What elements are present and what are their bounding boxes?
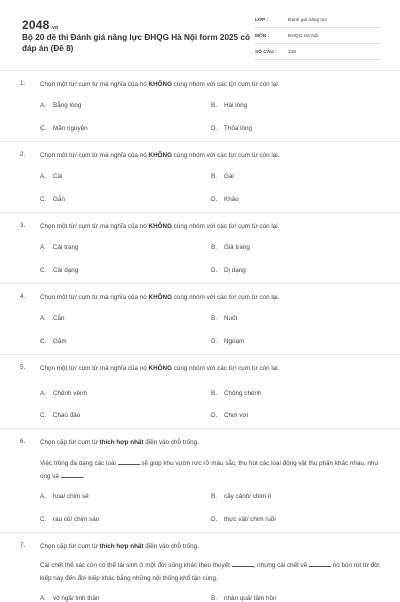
option-letter: B. bbox=[211, 244, 217, 251]
question-emphasis: KHÔNG bbox=[148, 365, 172, 372]
option-text: Chơi vơi bbox=[224, 412, 249, 419]
passage-text: Việc trồng đa dạng các loài bbox=[40, 460, 118, 467]
option-letter: D. bbox=[211, 125, 218, 132]
meta-value: Đánh giá năng lực bbox=[288, 18, 328, 23]
meta-divider bbox=[255, 27, 380, 28]
question-divider bbox=[0, 532, 400, 533]
option-a[interactable] bbox=[40, 595, 100, 602]
question-emphasis: thích hợp nhất bbox=[99, 439, 144, 446]
option-text: cây cảnh/ chim ri bbox=[224, 493, 272, 500]
option-text: Chông chênh bbox=[224, 390, 262, 397]
option-text: Gài bbox=[224, 173, 234, 180]
meta-value: 236 bbox=[288, 50, 297, 55]
meta-label: MÔN : bbox=[255, 34, 270, 39]
option-d[interactable] bbox=[211, 516, 276, 523]
option-text: Chao đảo bbox=[53, 412, 81, 419]
site-logo[interactable] bbox=[22, 18, 58, 32]
document-header bbox=[22, 14, 382, 60]
option-letter: D. bbox=[211, 267, 218, 274]
option-c[interactable] bbox=[40, 267, 78, 274]
option-c[interactable] bbox=[40, 516, 99, 523]
question-prompt-end: điền vào chỗ trống. bbox=[143, 543, 199, 550]
question-prompt: Chọn cặp từ/ cụm từ bbox=[40, 543, 100, 550]
option-text: nhân quả/ tâm hồn bbox=[224, 595, 277, 602]
meta-value: ĐHQG Hà Nội bbox=[288, 34, 319, 39]
question-prompt-end: cùng nhóm với các từ/ cụm từ còn lại. bbox=[172, 223, 280, 230]
option-letter: C. bbox=[40, 412, 47, 419]
passage-text: Cái chết thể xác còn có thể tái sinh ở một đời sống khác theo thuyết bbox=[40, 562, 232, 569]
question-prompt-end: cùng nhóm với các từ/ cụm từ còn lại. bbox=[172, 81, 280, 88]
question-emphasis: thích hợp nhất bbox=[99, 543, 144, 550]
option-letter: B. bbox=[211, 315, 217, 322]
option-text: Gặm bbox=[53, 338, 67, 345]
question-divider bbox=[0, 428, 400, 429]
option-letter: C. bbox=[40, 338, 47, 345]
option-text: Cắn bbox=[53, 315, 65, 322]
question-divider bbox=[0, 354, 400, 355]
option-c[interactable] bbox=[40, 412, 80, 419]
option-text: Nuốt bbox=[224, 315, 238, 322]
option-d[interactable] bbox=[211, 267, 246, 274]
option-letter: A. bbox=[40, 493, 46, 500]
option-b[interactable] bbox=[211, 595, 277, 602]
question-prompt: Chọn một từ/ cụm từ mà nghĩa của nó bbox=[40, 365, 149, 372]
option-letter: C. bbox=[40, 267, 47, 274]
question-number: 1. bbox=[20, 80, 26, 87]
answer-blank bbox=[232, 560, 254, 567]
option-text: Bằng lòng bbox=[53, 102, 82, 109]
option-a[interactable] bbox=[40, 390, 87, 397]
question-prompt: Chọn cặp từ/ cụm từ bbox=[40, 439, 100, 446]
meta-label: LỚP : bbox=[255, 18, 269, 23]
question-divider bbox=[0, 141, 400, 142]
document-title: Bộ 20 đề thi Đánh giá năng lực ĐHQG Hà Nội form 2025 có đáp án (Đề 8) bbox=[22, 33, 250, 53]
option-text: Khâu bbox=[224, 196, 239, 203]
option-letter: A. bbox=[40, 244, 46, 251]
question-text bbox=[40, 364, 380, 373]
option-text: Chênh vênh bbox=[53, 390, 87, 397]
question-passage bbox=[40, 457, 380, 483]
logo-text: 2048 bbox=[22, 18, 50, 32]
option-letter: D. bbox=[211, 196, 218, 203]
option-c[interactable] bbox=[40, 338, 67, 345]
option-b[interactable] bbox=[211, 315, 237, 322]
option-letter: A. bbox=[40, 595, 46, 602]
option-text: Cải dạng bbox=[53, 267, 79, 274]
meta-divider bbox=[255, 59, 380, 60]
passage-text: nó bòn rút từ đời kiếp này đến đời kiếp khác bằng những nội thống khổ tận cùng. bbox=[40, 562, 380, 582]
option-letter: C. bbox=[40, 516, 47, 523]
question-passage bbox=[40, 559, 380, 585]
logo-suffix: .vn bbox=[50, 25, 59, 31]
answer-blank bbox=[309, 560, 331, 567]
meta-info bbox=[255, 14, 380, 62]
option-a[interactable] bbox=[40, 173, 62, 180]
option-text: rau củ/ chim sáo bbox=[53, 516, 100, 523]
option-text: Cài bbox=[53, 173, 63, 180]
option-letter: C. bbox=[40, 125, 47, 132]
meta-row-subject bbox=[255, 30, 380, 46]
question-prompt: Chọn một từ/ cụm từ mà nghĩa của nó bbox=[40, 81, 149, 88]
option-b[interactable] bbox=[211, 173, 234, 180]
option-letter: B. bbox=[211, 390, 217, 397]
option-letter: A. bbox=[40, 102, 46, 109]
option-c[interactable] bbox=[40, 196, 65, 203]
option-letter: C. bbox=[40, 196, 47, 203]
option-d[interactable] bbox=[211, 412, 248, 419]
option-letter: B. bbox=[211, 173, 217, 180]
meta-label: SỐ CÂU : bbox=[255, 50, 277, 55]
question-text bbox=[40, 542, 380, 551]
question-prompt-end: cùng nhóm với các từ/ cụm từ còn lại. bbox=[172, 365, 280, 372]
option-letter: A. bbox=[40, 390, 46, 397]
option-c[interactable] bbox=[40, 125, 88, 132]
passage-text: sẽ giúp khu vườn rực rỡ màu sắc, thu hút các loại động vật thụ phấn khác nhau, như ong và bbox=[40, 460, 379, 480]
option-b[interactable] bbox=[211, 390, 261, 397]
option-text: Giả trang bbox=[224, 244, 250, 251]
option-letter: D. bbox=[211, 412, 218, 419]
option-letter: B. bbox=[211, 493, 217, 500]
question-number: 2. bbox=[20, 151, 26, 158]
option-a[interactable] bbox=[40, 244, 79, 251]
option-letter: A. bbox=[40, 315, 46, 322]
question-emphasis: KHÔNG bbox=[148, 81, 172, 88]
question-number: 6. bbox=[20, 438, 26, 445]
passage-text: . bbox=[82, 473, 85, 480]
question-number: 5. bbox=[20, 364, 26, 371]
option-a[interactable] bbox=[40, 493, 89, 500]
option-text: Hài lòng bbox=[224, 102, 248, 109]
option-d[interactable] bbox=[211, 125, 252, 132]
passage-text: , nhưng cái chết về bbox=[253, 562, 310, 569]
question-number: 7. bbox=[20, 542, 26, 549]
question-divider bbox=[0, 283, 400, 284]
question-prompt-end: cùng nhóm với các từ/ cụm từ còn lại. bbox=[172, 152, 280, 159]
question-text bbox=[40, 151, 380, 160]
question-text bbox=[40, 293, 380, 302]
option-b[interactable] bbox=[211, 493, 271, 500]
question-divider bbox=[0, 212, 400, 213]
option-text: Dị dạng bbox=[224, 267, 246, 274]
option-letter: D. bbox=[211, 338, 218, 345]
answer-blank bbox=[118, 458, 140, 465]
option-a[interactable] bbox=[40, 315, 65, 322]
option-text: Ngoạm bbox=[224, 338, 245, 345]
option-text: Gắn bbox=[53, 196, 65, 203]
question-emphasis: KHÔNG bbox=[148, 152, 172, 159]
option-text: thực vật/ chim ruồi bbox=[224, 516, 276, 523]
question-prompt-end: cùng nhóm với các từ/ cụm từ còn lại. bbox=[172, 294, 280, 301]
option-letter: B. bbox=[211, 102, 217, 109]
question-number: 3. bbox=[20, 222, 26, 229]
question-text bbox=[40, 80, 380, 89]
header-divider bbox=[0, 70, 400, 71]
answer-blank bbox=[61, 471, 83, 478]
question-number: 4. bbox=[20, 293, 26, 300]
question-prompt: Chọn một từ/ cụm từ mà nghĩa của nó bbox=[40, 223, 149, 230]
option-text: hoa/ chim sẻ bbox=[53, 493, 89, 500]
question-text bbox=[40, 438, 380, 447]
option-text: Cải trang bbox=[53, 244, 79, 251]
option-text: vô ngã/ tinh thần bbox=[53, 595, 100, 602]
question-prompt: Chọn một từ/ cụm từ mà nghĩa của nó bbox=[40, 294, 149, 301]
question-emphasis: KHÔNG bbox=[148, 223, 172, 230]
question-text bbox=[40, 222, 380, 231]
meta-row-class bbox=[255, 14, 380, 30]
option-d[interactable] bbox=[211, 338, 244, 345]
question-prompt-end: điền vào chỗ trống. bbox=[143, 439, 199, 446]
option-text: Mãn nguyện bbox=[53, 125, 88, 132]
option-letter: A. bbox=[40, 173, 46, 180]
question-prompt: Chọn một từ/ cụm từ mà nghĩa của nó bbox=[40, 152, 149, 159]
option-letter: D. bbox=[211, 516, 218, 523]
option-d[interactable] bbox=[211, 196, 239, 203]
option-letter: B. bbox=[211, 595, 217, 602]
meta-divider bbox=[255, 43, 380, 44]
option-b[interactable] bbox=[211, 102, 247, 109]
option-a[interactable] bbox=[40, 102, 81, 109]
option-text: Thỏa lòng bbox=[224, 125, 253, 132]
meta-row-count bbox=[255, 46, 380, 62]
question-emphasis: KHÔNG bbox=[148, 294, 172, 301]
option-b[interactable] bbox=[211, 244, 250, 251]
